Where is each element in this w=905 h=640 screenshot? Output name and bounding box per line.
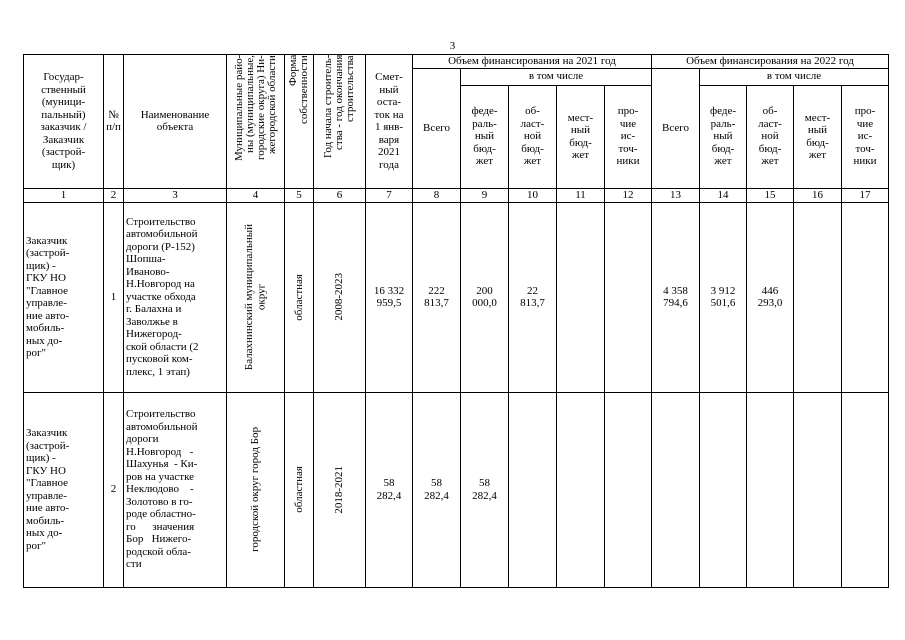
header-including-2022: в том числе [700, 68, 889, 85]
row-municipality: городской округ город Бор [227, 392, 285, 587]
row-object: Строительство автомобильной дороги (Р-152) Шопша- Иваново- Н.Новгород на участке обхода г. Балахна и Заволжье в Нижегород- ской области (2 пусковой ком- плекс, 1 этап) [124, 202, 227, 392]
column-number: 12 [605, 188, 652, 202]
header-other-2022: про- чие ис- точ- ники [842, 85, 889, 188]
header-regional-2022: об- ласт- ной бюд- жет [747, 85, 794, 188]
column-number: 3 [124, 188, 227, 202]
header-other-2021: про- чие ис- точ- ники [605, 85, 652, 188]
table-row [24, 202, 889, 392]
row-ownership: областная [285, 202, 314, 392]
column-number: 14 [700, 188, 747, 202]
table-row [24, 392, 889, 587]
column-number: 6 [314, 188, 366, 202]
row-federal-2021: 58 282,4 [461, 392, 509, 587]
header-ownership: Форма собственности [285, 55, 314, 189]
row-other-2021 [605, 392, 652, 587]
header-total-2021: Всего [413, 68, 461, 188]
header-federal-2021: феде- раль- ный бюд- жет [461, 85, 509, 188]
row-total-2021: 58 282,4 [413, 392, 461, 587]
page-number: 3 [449, 40, 456, 52]
row-federal-2021: 200 000,0 [461, 202, 509, 392]
column-number: 7 [366, 188, 413, 202]
row-other-2022 [842, 202, 889, 392]
row-num: 1 [104, 202, 124, 392]
header-including-2021: в том числе [461, 68, 652, 85]
row-local-2021 [557, 392, 605, 587]
column-number: 10 [509, 188, 557, 202]
header-years: Год начала строитель- ства - год окончания строительства [314, 55, 366, 189]
row-regional-2022: 446 293,0 [747, 202, 794, 392]
row-ownership: областная [285, 392, 314, 587]
header-object: Наименование объекта [124, 55, 227, 189]
column-number: 13 [652, 188, 700, 202]
header-customer: Государ- ственный (муници- пальный) заказчик / Заказчик (застрой- щик) [24, 55, 104, 189]
column-number: 15 [747, 188, 794, 202]
header-regional-2021: об- ласт- ной бюд- жет [509, 85, 557, 188]
header-num: № п/п [104, 55, 124, 189]
header-row-1 [24, 55, 889, 69]
column-number: 8 [413, 188, 461, 202]
column-number: 4 [227, 188, 285, 202]
row-local-2022 [794, 202, 842, 392]
header-total-2022: Всего [652, 68, 700, 188]
header-local-2022: мест- ный бюд- жет [794, 85, 842, 188]
row-years: 2018-2021 [314, 392, 366, 587]
row-local-2022 [794, 392, 842, 587]
header-municipality: Муниципальные райо- ны (муниципальные, городские округа) Ни- жегородской области [227, 55, 285, 189]
row-federal-2022: 3 912 501,6 [700, 202, 747, 392]
column-number: 17 [842, 188, 889, 202]
header-federal-2022: феде- раль- ный бюд- жет [700, 85, 747, 188]
header-estimate: Смет- ный оста- ток на 1 янв- варя 2021 года [366, 55, 413, 189]
row-regional-2021: 22 813,7 [509, 202, 557, 392]
row-estimate: 16 332 959,5 [366, 202, 413, 392]
column-number: 11 [557, 188, 605, 202]
row-municipality: Балахнинский муниципальный округ [227, 202, 285, 392]
row-years: 2008-2023 [314, 202, 366, 392]
row-customer: Заказчик (застрой- щик) - ГКУ НО "Главное управле- ние авто- мобиль- ных до- рог" [24, 202, 104, 392]
row-federal-2022 [700, 392, 747, 587]
row-total-2021: 222 813,7 [413, 202, 461, 392]
row-total-2022 [652, 392, 700, 587]
column-numbers-row [24, 188, 889, 202]
column-number: 16 [794, 188, 842, 202]
row-estimate: 58 282,4 [366, 392, 413, 587]
header-funding-2022: Объем финансирования на 2022 год [652, 55, 889, 69]
row-regional-2021 [509, 392, 557, 587]
row-other-2021 [605, 202, 652, 392]
funding-table [23, 54, 889, 588]
row-customer: Заказчик (застрой- щик) - ГКУ НО "Главное управле- ние авто- мобиль- ных до- рог" [24, 392, 104, 587]
header-local-2021: мест- ный бюд- жет [557, 85, 605, 188]
header-funding-2021: Объем финансирования на 2021 год [413, 55, 652, 69]
column-number: 9 [461, 188, 509, 202]
column-number: 5 [285, 188, 314, 202]
row-total-2022: 4 358 794,6 [652, 202, 700, 392]
row-regional-2022 [747, 392, 794, 587]
row-local-2021 [557, 202, 605, 392]
column-number: 1 [24, 188, 104, 202]
column-number: 2 [104, 188, 124, 202]
row-object: Строительство автомобильной дороги Н.Новгород - Шахунья - Ки- ров на участке Неклюдово - Золотово в го- роде областно- го значения Бор Нижего- родской обла- сти [124, 392, 227, 587]
row-num: 2 [104, 392, 124, 587]
row-other-2022 [842, 392, 889, 587]
